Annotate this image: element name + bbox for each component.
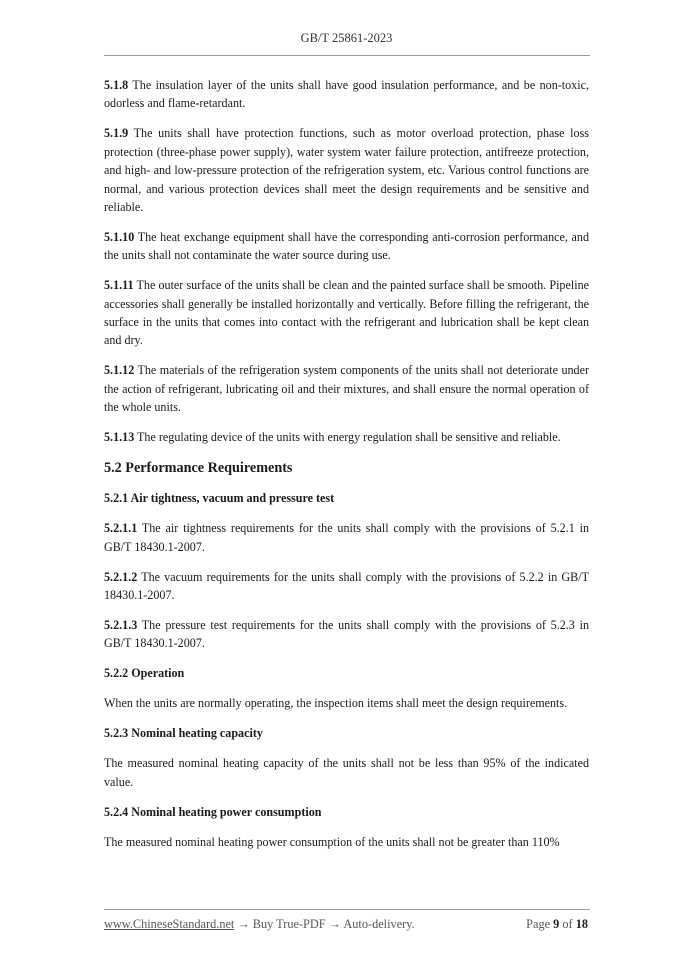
of-label: of <box>562 917 573 931</box>
clause-5-1-8 <box>104 76 589 113</box>
arrow-right-icon: → <box>237 917 250 931</box>
clause-number: 5.1.12 <box>104 363 135 378</box>
clause-5-1-9 <box>104 124 589 216</box>
clause-5-1-12 <box>104 361 589 416</box>
clause-text: The insulation layer of the units shall have good insulation performance, and be non-toxic, odorless and flame-retardant. <box>104 78 589 111</box>
subsection-heading-5-2-1: 5.2.1 Air tightness, vacuum and pressure test <box>104 491 335 506</box>
clause-5-1-11 <box>104 276 589 350</box>
clause-5-1-10 <box>104 228 589 265</box>
clause-number: 5.1.11 <box>104 278 134 293</box>
website-link[interactable]: www.ChineseStandard.net <box>104 917 235 931</box>
footer-divider <box>104 909 590 910</box>
clause-text: The vacuum requirements for the units shall comply with the provisions of 5.2.2 in GB/T 18430.1-2007. <box>104 569 589 603</box>
clause-5-2-1-1 <box>104 519 589 556</box>
clause-number: 5.2.1.2 <box>104 569 138 584</box>
paragraph-5-2-3: The measured nominal heating capacity of the units shall not be less than 95% of the indicated value. <box>104 756 589 789</box>
clause-text: The outer surface of the units shall be clean and the painted surface shall be smooth. Pipeline accessories shall generally be installed horizontally and vertically. Before filling the refrigerant, the surface in the units that comes into contact with the refrigerant and lubrication shall be kept clean and dry. <box>104 278 589 348</box>
clause-number: 5.1.8 <box>104 78 129 92</box>
clause-number: 5.2.1.3 <box>104 618 138 633</box>
header-divider <box>104 55 590 56</box>
current-page: 9 <box>553 917 560 931</box>
clause-5-1-13 <box>104 428 589 446</box>
page-header <box>0 31 693 46</box>
page-number <box>526 917 588 932</box>
clause-text: The pressure test requirements for the units shall comply with the provisions of 5.2.3 in GB/T 18430.1-2007. <box>104 618 589 651</box>
paragraph-5-2-4: The measured nominal heating power consumption of the units shall not be greater than 110% <box>104 834 560 849</box>
clause-5-2-1-3 <box>104 616 589 653</box>
subsection-heading-5-2-2: 5.2.2 Operation <box>104 666 185 681</box>
page-label: Page <box>526 917 551 931</box>
paragraph-5-2-2: When the units are normally operating, the inspection items shall meet the design requirements. <box>104 696 568 711</box>
clause-text: The materials of the refrigeration system components of the units shall not deteriorate under the action of refrigerant, lubricating oil and their mixtures, and shall ensure the normal operation of the whole units. <box>104 363 589 415</box>
total-pages: 18 <box>575 917 588 931</box>
clause-number: 5.1.13 <box>104 430 135 444</box>
subsection-heading-5-2-3: 5.2.3 Nominal heating capacity <box>104 726 263 741</box>
clause-text: The heat exchange equipment shall have the corresponding anti-corrosion performance, and the units shall not contaminate the water source during use. <box>104 229 589 263</box>
clause-text: The units shall have protection functions, such as motor overload protection, phase loss protection (three-phase power supply), water system water failure protection, antifreeze protection, and high- and low-pressure protection of the refrigeration system, etc. Various control functions are normal, and various protection devices shall meet the design requirements and be sensitive and reliable. <box>104 126 589 214</box>
section-heading-5-2: 5.2 Performance Requirements <box>104 460 293 477</box>
page-content <box>104 76 589 862</box>
document-id: GB/T 25861-2023 <box>300 31 393 45</box>
footer-promo <box>104 917 415 932</box>
buy-pdf-text: Buy True-PDF <box>252 917 326 931</box>
subsection-heading-5-2-4: 5.2.4 Nominal heating power consumption <box>104 804 322 819</box>
clause-text: The air tightness requirements for the units shall comply with the provisions of 5.2.1 in GB/T 18430.1-2007. <box>104 521 589 554</box>
clause-number: 5.1.9 <box>104 126 129 141</box>
clause-5-2-1-2 <box>104 568 589 605</box>
auto-delivery-text: Auto-delivery. <box>343 917 415 931</box>
clause-number: 5.1.10 <box>104 229 135 244</box>
arrow-right-icon: → <box>328 917 341 931</box>
clause-number: 5.2.1.1 <box>104 521 138 536</box>
clause-text: The regulating device of the units with energy regulation shall be sensitive and reliable. <box>137 430 561 444</box>
